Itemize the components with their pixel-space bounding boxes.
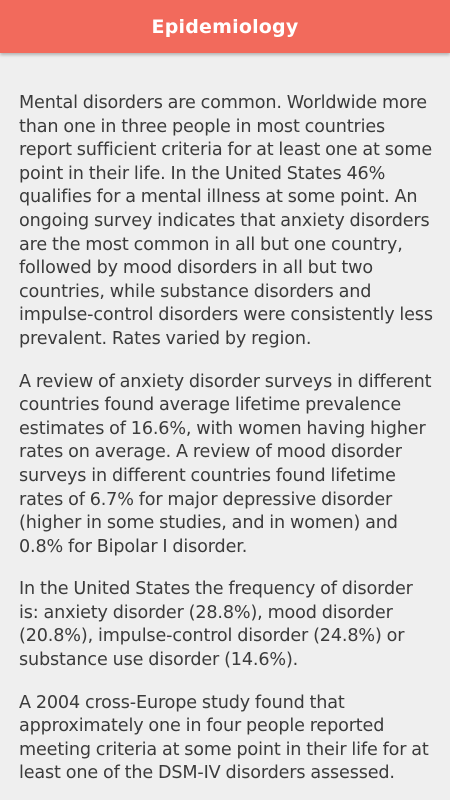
article-paragraph: Mental disorders are common. Worldwide more than one in three people in most countries report sufficient criteria for at least one at some point in their life. In the United States 46% qualifies for a mental illness at some point. An ongoing survey indicates that anxiety disorders are the most common in all but one country, followed by mood disorders in all but two countries, while substance disorders and impulse-control disorders were consistently less prevalent. Rates varied by region.	[19, 93, 433, 349]
article-content[interactable]	[19, 92, 435, 800]
article-paragraph: In the United States the frequency of disorder is: anxiety disorder (28.8%), mood disorder (20.8%), impulse-control disorder (24.8%) or substance use disorder (14.6%).	[19, 579, 413, 671]
article-paragraph: A review of anxiety disorder surveys in different countries found average lifetime prevalence estimates of 16.6%, with women having higher rates on average. A review of mood disorder surveys in different countries found lifetime rates of 6.7% for major depressive disorder (higher in some studies, and in women) and 0.8% for Bipolar I disorder.	[19, 371, 432, 557]
page-title: Epidemiology	[151, 15, 299, 38]
article-paragraph: A 2004 cross-Europe study found that approximately one in four people reported meeting criteria at some point in their life for at least one of the DSM-IV disorders assessed.	[19, 692, 429, 784]
app-bar	[0, 0, 450, 53]
